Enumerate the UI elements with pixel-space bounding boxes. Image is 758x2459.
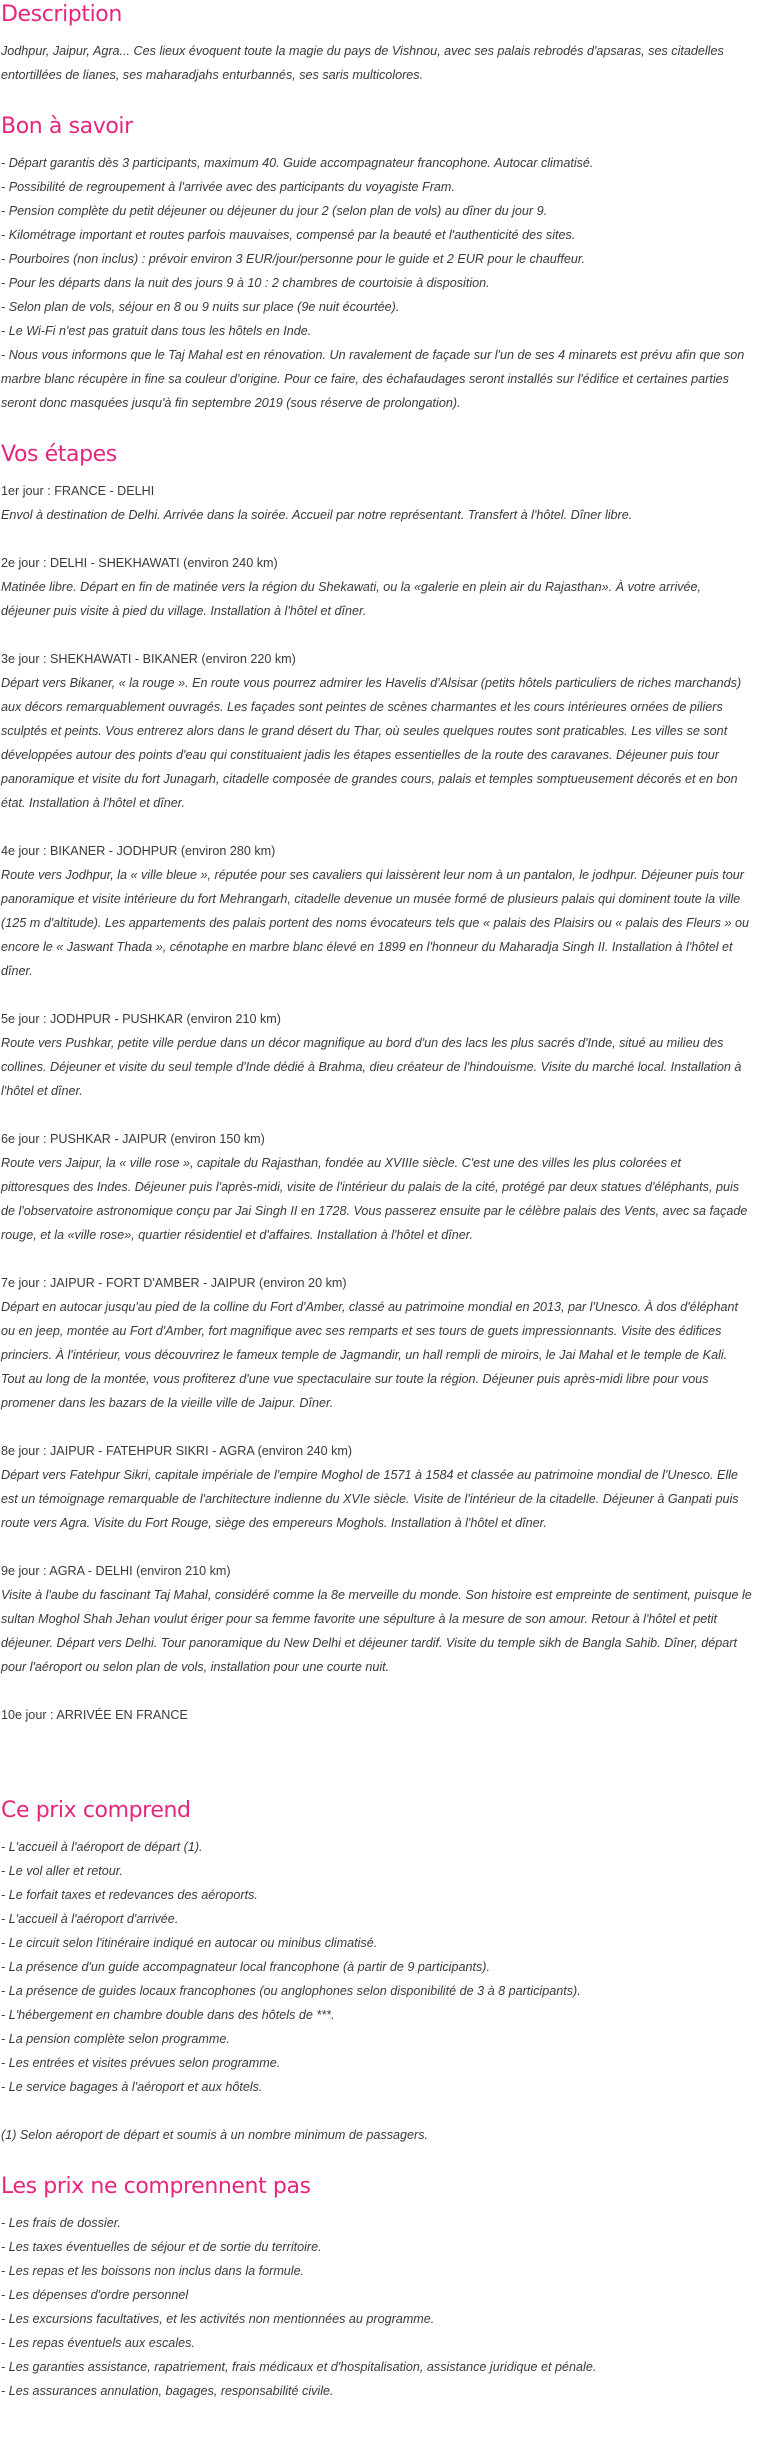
prix-comprend-item: - Les entrées et visites prévues selon programme. xyxy=(1,2056,281,2070)
description-text: Jodhpur, Jaipur, Agra... Ces lieux évoquent toute la magie du pays de Vishnou, avec ses palais rebrodés d'apsaras, ses citadelles entortillées de lianes, ses maharadjahs enturbannés, ses saris multicolores. xyxy=(1,44,724,82)
etapes-list xyxy=(1,479,753,1727)
bon-a-savoir-item: - Le Wi-Fi n'est pas gratuit dans tous les hôtels en Inde. xyxy=(1,324,312,338)
bon-a-savoir-item: - Selon plan de vols, séjour en 8 ou 9 nuits sur place (9e nuit écourtée). xyxy=(1,300,400,314)
prix-comprend-note: (1) Selon aéroport de départ et soumis à un nombre minimum de passagers. xyxy=(1,2128,429,2142)
etape-day xyxy=(1,479,753,527)
etape-day-body: Route vers Jodhpur, la « ville bleue », réputée pour ses cavaliers qui laissèrent leur nom à un pantalon, le jodhpur. Déjeuner puis tour panoramique et visite intérieure du fort Mehrangarh, citadelle devenue un musée formé de plusieurs palais qui dominent toute la ville (125 m d'altitude). Les appartements des palais portent des noms évocateurs tels que « palais des Plaisirs ou « palais des Fleurs » ou encore le « Jaswant Thada », cénotaphe en marbre blanc élevé en 1899 en l'honneur du Maharadja Singh II. Installation à l'hôtel et dîner. xyxy=(1,868,749,978)
prix-comprend-item: - La présence d'un guide accompagnateur local francophone (à partir de 9 participants). xyxy=(1,1960,490,1974)
prix-ne-comprend-heading: Les prix ne comprennent pas xyxy=(1,2174,311,2199)
etapes-heading: Vos étapes xyxy=(1,442,117,467)
prix-ne-comprend-item: - Les repas et les boissons non inclus dans la formule. xyxy=(1,2264,305,2278)
etape-day xyxy=(1,647,753,815)
bon-a-savoir-section xyxy=(1,112,753,415)
etape-day xyxy=(1,1559,753,1679)
prix-comprend-item: - La présence de guides locaux francophones (ou anglophones selon disponibilité de 3 à 8 participants). xyxy=(1,1984,581,1998)
etape-day-title: 7e jour : JAIPUR - FORT D'AMBER - JAIPUR (environ 20 km) xyxy=(1,1276,347,1290)
prix-ne-comprend-section xyxy=(1,2172,753,2403)
etape-day xyxy=(1,1127,753,1247)
etape-day xyxy=(1,1703,753,1727)
etape-day-body: Route vers Pushkar, petite ville perdue dans un décor magnifique au bord d'un des lacs les plus sacrés d'Inde, situé au milieu des collines. Déjeuner et visite du seul temple d'Inde dédié à Brahma, dieu créateur de l'hindouisme. Visite du marché local. Installation à l'hôtel et dîner. xyxy=(1,1036,742,1098)
prix-comprend-section xyxy=(1,1796,753,2147)
etape-day xyxy=(1,1271,753,1415)
prix-ne-comprend-list xyxy=(1,2211,753,2403)
prix-ne-comprend-item: - Les dépenses d'ordre personnel xyxy=(1,2288,189,2302)
description-section xyxy=(1,0,753,87)
etape-day xyxy=(1,1439,753,1535)
etape-day-title: 10e jour : ARRIVÉE EN FRANCE xyxy=(1,1708,188,1722)
etape-day-title: 5e jour : JODHPUR - PUSHKAR (environ 210 km) xyxy=(1,1012,281,1026)
prix-comprend-item: - La pension complète selon programme. xyxy=(1,2032,230,2046)
bon-a-savoir-list xyxy=(1,151,753,415)
prix-ne-comprend-item: - Les garanties assistance, rapatriement, frais médicaux et d'hospitalisation, assistance juridique et pénale. xyxy=(1,2360,597,2374)
etape-day-title: 1er jour : FRANCE - DELHI xyxy=(1,484,155,498)
etape-day-title: 9e jour : AGRA - DELHI (environ 210 km) xyxy=(1,1564,231,1578)
etape-day xyxy=(1,839,753,983)
etape-day-title: 3e jour : SHEKHAWATI - BIKANER (environ 220 km) xyxy=(1,652,296,666)
etape-day xyxy=(1,1007,753,1103)
etapes-section xyxy=(1,440,753,1727)
prix-comprend-item: - Le forfait taxes et redevances des aéroports. xyxy=(1,1888,258,1902)
prix-comprend-item: - Le vol aller et retour. xyxy=(1,1864,124,1878)
etape-day-body: Départ vers Bikaner, « la rouge ». En route vous pourrez admirer les Havelis d'Alsisar (petits hôtels particuliers de riches marchands) aux décors remarquablement ouvragés. Les façades sont peintes de scènes charmantes et les cours intérieures ornées de piliers sculptés et peints. Vous entrerez alors dans le grand désert du Thar, où seules quelques routes sont praticables. Les villes se sont développées autour des points d'eau qui constituaient jadis les étapes essentielles de la route des caravanes. Déjeuner puis tour panoramique et visite du fort Junagarh, citadelle composée de grandes cours, palais et temples somptueusement décorés et en bon état. Installation à l'hôtel et dîner. xyxy=(1,676,742,810)
etape-day-title: 4e jour : BIKANER - JODHPUR (environ 280 km) xyxy=(1,844,276,858)
prix-comprend-item: - Le service bagages à l'aéroport et aux hôtels. xyxy=(1,2080,263,2094)
prix-comprend-heading: Ce prix comprend xyxy=(1,1798,191,1823)
prix-comprend-item: - L'hébergement en chambre double dans des hôtels de ***. xyxy=(1,2008,335,2022)
etape-day-body: Envol à destination de Delhi. Arrivée dans la soirée. Accueil par notre représentant. Transfert à l'hôtel. Dîner libre. xyxy=(1,508,633,522)
bon-a-savoir-heading: Bon à savoir xyxy=(1,114,133,139)
bon-a-savoir-item: - Kilométrage important et routes parfois mauvaises, compensé par la beauté et l'authenticité des sites. xyxy=(1,228,576,242)
etape-day-body: Visite à l'aube du fascinant Taj Mahal, considéré comme la 8e merveille du monde. Son histoire est empreinte de sentiment, puisque le sultan Moghol Shah Jehan voulut ériger pour sa femme favorite une sépulture à la mesure de son amour. Retour à l'hôtel et petit déjeuner. Départ vers Delhi. Tour panoramique du New Delhi et déjeuner tardif. Visite du temple sikh de Bangla Sahib. Dîner, départ pour l'aéroport ou selon plan de vols, installation pour une courte nuit. xyxy=(1,1588,752,1674)
etape-day-body: Départ vers Fatehpur Sikri, capitale impériale de l'empire Moghol de 1571 à 1584 et classée au patrimoine mondial de l'Unesco. Elle est un témoignage remarquable de l'architecture indienne du XVIe siècle. Visite de l'intérieur de la citadelle. Déjeuner à Ganpati puis route vers Agra. Visite du Fort Rouge, siège des empereurs Moghols. Installation à l'hôtel et dîner. xyxy=(1,1468,739,1530)
etape-day-title: 8e jour : JAIPUR - FATEHPUR SIKRI - AGRA (environ 240 km) xyxy=(1,1444,353,1458)
prix-ne-comprend-item: - Les repas éventuels aux escales. xyxy=(1,2336,195,2350)
description-heading: Description xyxy=(1,2,122,27)
etape-day-body: Matinée libre. Départ en fin de matinée vers la région du Shekawati, ou la «galerie en plein air du Rajasthan». À votre arrivée, déjeuner puis visite à pied du village. Installation à l'hôtel et dîner. xyxy=(1,580,702,618)
bon-a-savoir-item: - Pourboires (non inclus) : prévoir environ 3 EUR/jour/personne pour le guide et 2 EUR pour le chauffeur. xyxy=(1,252,586,266)
bon-a-savoir-item: - Pour les départs dans la nuit des jours 9 à 10 : 2 chambres de courtoisie à disposition. xyxy=(1,276,490,290)
bon-a-savoir-item: - Pension complète du petit déjeuner ou déjeuner du jour 2 (selon plan de vols) au dîner du jour 9. xyxy=(1,204,548,218)
prix-comprend-list xyxy=(1,1835,753,2099)
etape-day-body: Route vers Jaipur, la « ville rose », capitale du Rajasthan, fondée au XVIIIe siècle. C'est une des villes les plus colorées et pittoresques des Indes. Déjeuner puis l'après-midi, visite de l'intérieur du palais de la cité, protégé par deux statues d'éléphants, puis de l'observatoire astronomique conçu par Jai Singh II en 1728. Vous passerez ensuite par le célèbre palais des Vents, avec sa façade rouge, et la «ville rose», quartier résidentiel et d'affaires. Installation à l'hôtel et dîner. xyxy=(1,1156,748,1242)
bon-a-savoir-item: - Départ garantis dès 3 participants, maximum 40. Guide accompagnateur francophone. Autocar climatisé. xyxy=(1,156,594,170)
etape-day xyxy=(1,551,753,623)
bon-a-savoir-item: - Nous vous informons que le Taj Mahal est en rénovation. Un ravalement de façade sur l'un de ses 4 minarets est prévu afin que son marbre blanc récupère in fine sa couleur d'origine. Pour ce faire, des échafaudages seront installés sur l'édifice et certaines parties seront donc masquées jusqu'à fin septembre 2019 (sous réserve de prolongation). xyxy=(1,348,745,410)
bon-a-savoir-item: - Possibilité de regroupement à l'arrivée avec des participants du voyagiste Fram. xyxy=(1,180,455,194)
prix-comprend-item: - L'accueil à l'aéroport de départ (1). xyxy=(1,1840,203,1854)
prix-ne-comprend-item: - Les frais de dossier. xyxy=(1,2216,121,2230)
prix-comprend-item: - Le circuit selon l'itinéraire indiqué en autocar ou minibus climatisé. xyxy=(1,1936,378,1950)
prix-ne-comprend-item: - Les assurances annulation, bagages, responsabilité civile. xyxy=(1,2384,334,2398)
etape-day-title: 2e jour : DELHI - SHEKHAWATI (environ 240 km) xyxy=(1,556,278,570)
prix-ne-comprend-item: - Les excursions facultatives, et les activités non mentionnées au programme. xyxy=(1,2312,435,2326)
prix-comprend-item: - L'accueil à l'aéroport d'arrivée. xyxy=(1,1912,179,1926)
etape-day-title: 6e jour : PUSHKAR - JAIPUR (environ 150 km) xyxy=(1,1132,265,1146)
prix-ne-comprend-item: - Les taxes éventuelles de séjour et de sortie du territoire. xyxy=(1,2240,322,2254)
etape-day-body: Départ en autocar jusqu'au pied de la colline du Fort d'Amber, classé au patrimoine mondial en 2013, par l'Unesco. À dos d'éléphant ou en jeep, montée au Fort d'Amber, fort magnifique avec ses remparts et ses tours de guets impressionnants. Visite des édifices princiers. À l'intérieur, vous découvrirez le fameux temple de Jagmandir, un hall rempli de miroirs, le Jai Mahal et le temple de Kali. Tout au long de la montée, vous profiterez d'une vue spectaculaire sur toute la région. Déjeuner puis après-midi libre pour vous promener dans les bazars de la vieille ville de Jaipur. Dîner. xyxy=(1,1300,739,1410)
